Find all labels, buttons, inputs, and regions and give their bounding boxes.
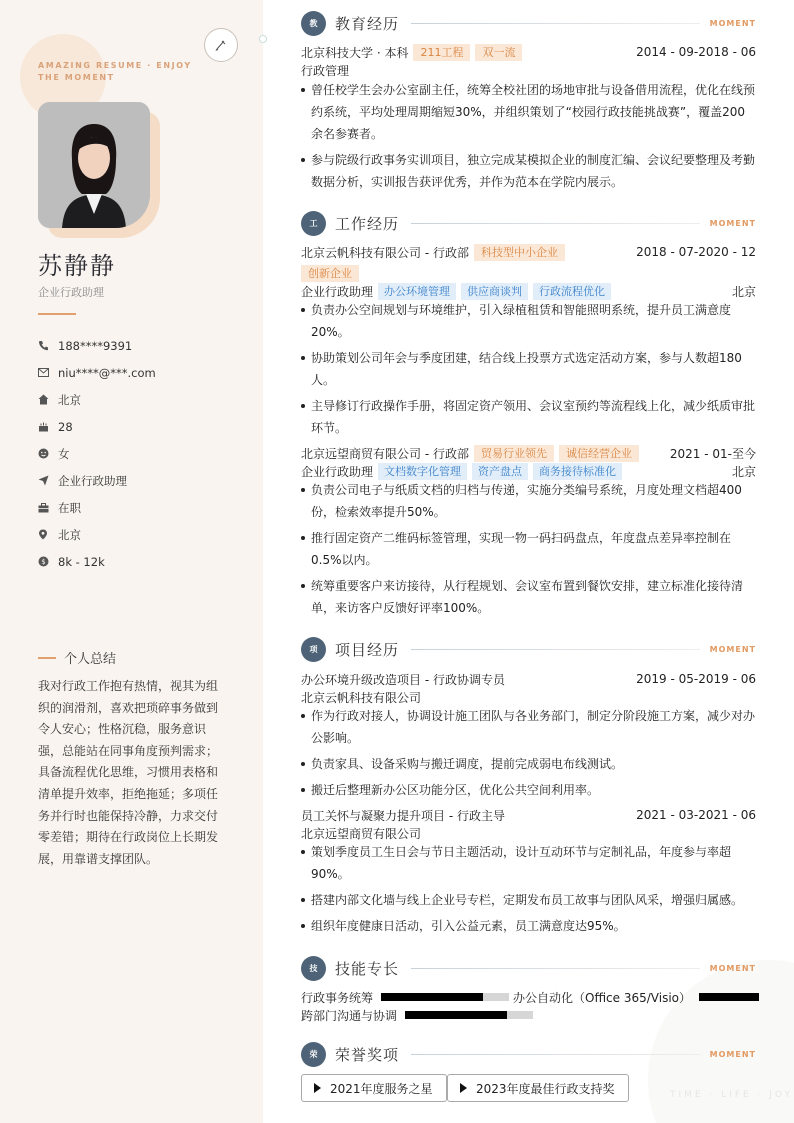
list-item: 负责公司电子与纸质文档的归档与传递，实施分类编号系统，月度处理文档超400份，检索效率提升50%。 xyxy=(301,479,756,523)
job-role-row xyxy=(301,462,756,480)
residence-text: 北京 xyxy=(58,392,81,407)
job-date: 2021 - 01-至今 xyxy=(669,446,756,461)
svg-text:$: $ xyxy=(41,558,46,566)
send-icon xyxy=(38,475,58,486)
company-name: 北京远望商贸有限公司 - 行政部 xyxy=(301,446,469,461)
summary-heading xyxy=(38,648,116,667)
job-role-row xyxy=(301,282,756,300)
skill-bar-fill xyxy=(405,1011,507,1019)
job-role: 企业行政助理 xyxy=(301,464,374,479)
project-company: 北京远望商贸有限公司 xyxy=(301,826,422,841)
contact-info-list xyxy=(38,332,156,575)
candidate-title: 企业行政助理 xyxy=(38,286,104,299)
decorative-watermark-text: TIME · LIFE · JOY xyxy=(670,1090,794,1100)
job-header-row xyxy=(301,444,756,462)
info-location xyxy=(38,521,156,548)
education-major-row xyxy=(301,61,756,79)
section-badge: 工 xyxy=(301,211,326,236)
target-role-text: 企业行政助理 xyxy=(58,473,127,488)
award-badge xyxy=(447,1074,629,1102)
company-tag: 科技型中小企业 xyxy=(474,244,565,261)
project-company-row xyxy=(301,824,756,842)
list-item: 参与院级行政事务实训项目，独立完成某模拟企业的制度汇编、会议纪要整理及考勤数据分析，实训报告获评优秀，并作为范本在学院内展示。 xyxy=(301,149,756,193)
section-work-header xyxy=(301,210,756,236)
info-phone xyxy=(38,332,156,359)
company-tag: 贸易行业领先 xyxy=(474,445,554,462)
section-projects-header xyxy=(301,636,756,662)
award-badge xyxy=(301,1074,447,1102)
skill-item xyxy=(513,989,759,1005)
project-bullets xyxy=(301,705,756,805)
company-tag: 诚信经营企业 xyxy=(559,445,639,462)
decorative-dot xyxy=(259,35,267,43)
project-company-row xyxy=(301,688,756,706)
list-item: 作为行政对接人，协调设计施工团队与各业务部门，制定分阶段施工方案，减少对办公影响。 xyxy=(301,705,756,749)
section-badge: 荣 xyxy=(301,1042,326,1067)
section-title: 教育经历 xyxy=(335,14,400,33)
section-divider xyxy=(411,1054,700,1055)
job-bullets xyxy=(301,479,756,623)
list-item: 负责家具、设备采购与搬迁调度，提前完成弱电布线测试。 xyxy=(301,753,756,775)
status-text: 在职 xyxy=(58,500,81,515)
list-item: 曾任校学生会办公室副主任，统筹全校社团的场地审批与设备借用流程，优化在线预约系统，平均处理周期缩短30%，并组织策划了“校园行政技能挑战赛”，覆盖200余名参赛者。 xyxy=(301,79,756,145)
job-tag-row xyxy=(301,264,756,282)
skill-bar-fill xyxy=(381,993,483,1001)
education-header-row xyxy=(301,43,756,61)
job-city: 北京 xyxy=(731,464,756,479)
project-date: 2021 - 03-2021 - 06 xyxy=(636,808,756,822)
project-name: 办公环境升级改造项目 - 行政协调专员 xyxy=(301,672,505,687)
divider xyxy=(38,313,76,315)
mail-icon xyxy=(38,368,58,377)
job-bullets xyxy=(301,299,756,443)
company-tag: 创新企业 xyxy=(301,265,359,282)
heading-bar xyxy=(38,657,56,659)
info-status xyxy=(38,494,156,521)
info-age xyxy=(38,413,156,440)
phone-text: 188****9391 xyxy=(58,338,133,353)
play-icon xyxy=(460,1083,467,1093)
project-date: 2019 - 05-2019 - 06 xyxy=(636,672,756,686)
list-item: 组织年度健康日活动，引入公益元素，员工满意度达95%。 xyxy=(301,915,756,937)
section-title: 项目经历 xyxy=(335,640,400,659)
main-content xyxy=(301,0,756,1123)
project-company: 北京云帆科技有限公司 xyxy=(301,690,422,705)
section-divider xyxy=(411,23,700,24)
section-divider xyxy=(411,223,700,224)
candidate-name: 苏静静 xyxy=(38,252,116,280)
school-tag: 211工程 xyxy=(413,44,470,61)
summary-text: 我对行政工作抱有热情，视其为组织的润滑剂，喜欢把琐碎事务做到令人安心；性格沉稳，服务意识强，总能站在同事角度预判需求；具备流程优化思维，习惯用表格和清单提升效率，拒绝拖延；多项任务并行时也能保持冷静，力求交付零差错；期待在行政岗位上长期发展，用靠谱支撑团队。 xyxy=(38,679,219,866)
section-title: 荣誉奖项 xyxy=(335,1045,400,1064)
role-tag: 文档数字化管理 xyxy=(378,463,467,480)
major: 行政管理 xyxy=(301,63,350,78)
section-badge: 教 xyxy=(301,11,326,36)
skill-bar-fill xyxy=(699,993,759,1001)
skill-name: 跨部门沟通与协调 xyxy=(301,1008,398,1023)
job-date: 2018 - 07-2020 - 12 xyxy=(636,245,756,259)
play-icon xyxy=(314,1083,321,1093)
cake-icon xyxy=(38,421,58,432)
project-name: 员工关怀与凝聚力提升项目 - 行政主导 xyxy=(301,808,505,823)
info-email xyxy=(38,359,156,386)
skill-bar xyxy=(699,993,759,1001)
skill-bar xyxy=(381,993,509,1001)
age-text: 28 xyxy=(58,419,73,434)
role-tag: 行政流程优化 xyxy=(533,283,611,300)
info-residence xyxy=(38,386,156,413)
list-item: 统筹重要客户来访接待，从行程规划、会议室布置到餐饮安排，建立标准化接待清单，来访客户反馈好评率100%。 xyxy=(301,575,756,619)
edit-pen-icon[interactable] xyxy=(204,28,238,62)
location-icon xyxy=(38,529,58,540)
skill-bar xyxy=(405,1011,533,1019)
role-tag: 办公环境管理 xyxy=(378,283,456,300)
job-header-row xyxy=(301,243,756,261)
award-text: 2023年度最佳行政支持奖 xyxy=(476,1081,615,1096)
job-role: 企业行政助理 xyxy=(301,284,374,299)
section-education-header xyxy=(301,10,756,36)
school-name: 北京科技大学 · 本科 xyxy=(301,45,409,60)
job-city: 北京 xyxy=(731,284,756,299)
education-date: 2014 - 09-2018 - 06 xyxy=(636,45,756,59)
section-title: 技能专长 xyxy=(335,959,400,978)
section-skills-header xyxy=(301,955,756,981)
home-icon xyxy=(38,394,58,405)
award-text: 2021年度服务之星 xyxy=(330,1081,433,1096)
section-divider xyxy=(411,649,700,650)
location-text: 北京 xyxy=(58,527,81,542)
profile-photo xyxy=(38,102,150,228)
briefcase-icon xyxy=(38,503,58,513)
section-badge: 技 xyxy=(301,956,326,981)
skill-name: 行政事务统筹 xyxy=(301,990,374,1005)
list-item: 策划季度员工生日会与节日主题活动，设计互动环节与定制礼品，年度参与率超90%。 xyxy=(301,841,756,885)
education-bullets xyxy=(301,79,756,197)
skill-item xyxy=(301,989,509,1005)
skill-item xyxy=(301,1007,533,1023)
section-moment-label: MOMENT xyxy=(709,1049,756,1059)
list-item: 搭建内部文化墙与线上企业号专栏，定期发布员工故事与团队风采，增强归属感。 xyxy=(301,889,756,911)
section-title: 工作经历 xyxy=(335,214,400,233)
salary-text: 8k - 12k xyxy=(58,554,105,569)
info-target-role xyxy=(38,467,156,494)
project-header-row xyxy=(301,806,756,824)
section-badge: 项 xyxy=(301,637,326,662)
list-item: 协助策划公司年会与季度团建，结合线上投票方式选定活动方案，参与人数超180人。 xyxy=(301,347,756,391)
gender-icon xyxy=(38,448,58,459)
email-text: niu****@***.com xyxy=(58,365,156,380)
phone-icon xyxy=(38,340,58,351)
list-item: 主导修订行政操作手册，将固定资产领用、会议室预约等流程线上化，减少纸质审批环节。 xyxy=(301,395,756,439)
skill-name: 办公自动化（Office 365/Visio） xyxy=(513,990,691,1005)
summary-title: 个人总结 xyxy=(64,652,117,667)
salary-icon xyxy=(38,556,58,567)
list-item: 搬迁后整理新办公区功能分区，优化公共空间利用率。 xyxy=(301,779,756,801)
section-moment-label: MOMENT xyxy=(709,18,756,28)
role-tag: 资产盘点 xyxy=(472,463,528,480)
section-divider xyxy=(411,968,700,969)
section-moment-label: MOMENT xyxy=(709,218,756,228)
list-item: 推行固定资产二维码标签管理，实现一物一码扫码盘点，年度盘点差异率控制在0.5%以内。 xyxy=(301,527,756,571)
list-item: 负责办公空间规划与环境维护，引入绿植租赁和智能照明系统，提升员工满意度20%。 xyxy=(301,299,756,343)
gender-text: 女 xyxy=(58,446,70,461)
role-tag: 供应商谈判 xyxy=(461,283,528,300)
company-name: 北京云帆科技有限公司 - 行政部 xyxy=(301,245,469,260)
info-gender xyxy=(38,440,156,467)
section-honors-header xyxy=(301,1041,756,1067)
school-tag: 双一流 xyxy=(475,44,522,61)
project-bullets xyxy=(301,841,756,941)
section-moment-label: MOMENT xyxy=(709,963,756,973)
role-tag: 商务接待标准化 xyxy=(533,463,622,480)
section-moment-label: MOMENT xyxy=(709,644,756,654)
sidebar xyxy=(0,0,263,1123)
project-header-row xyxy=(301,670,756,688)
tagline: AMAZING RESUME · ENJOY THE MOMENT xyxy=(38,61,192,82)
info-salary xyxy=(38,548,156,575)
